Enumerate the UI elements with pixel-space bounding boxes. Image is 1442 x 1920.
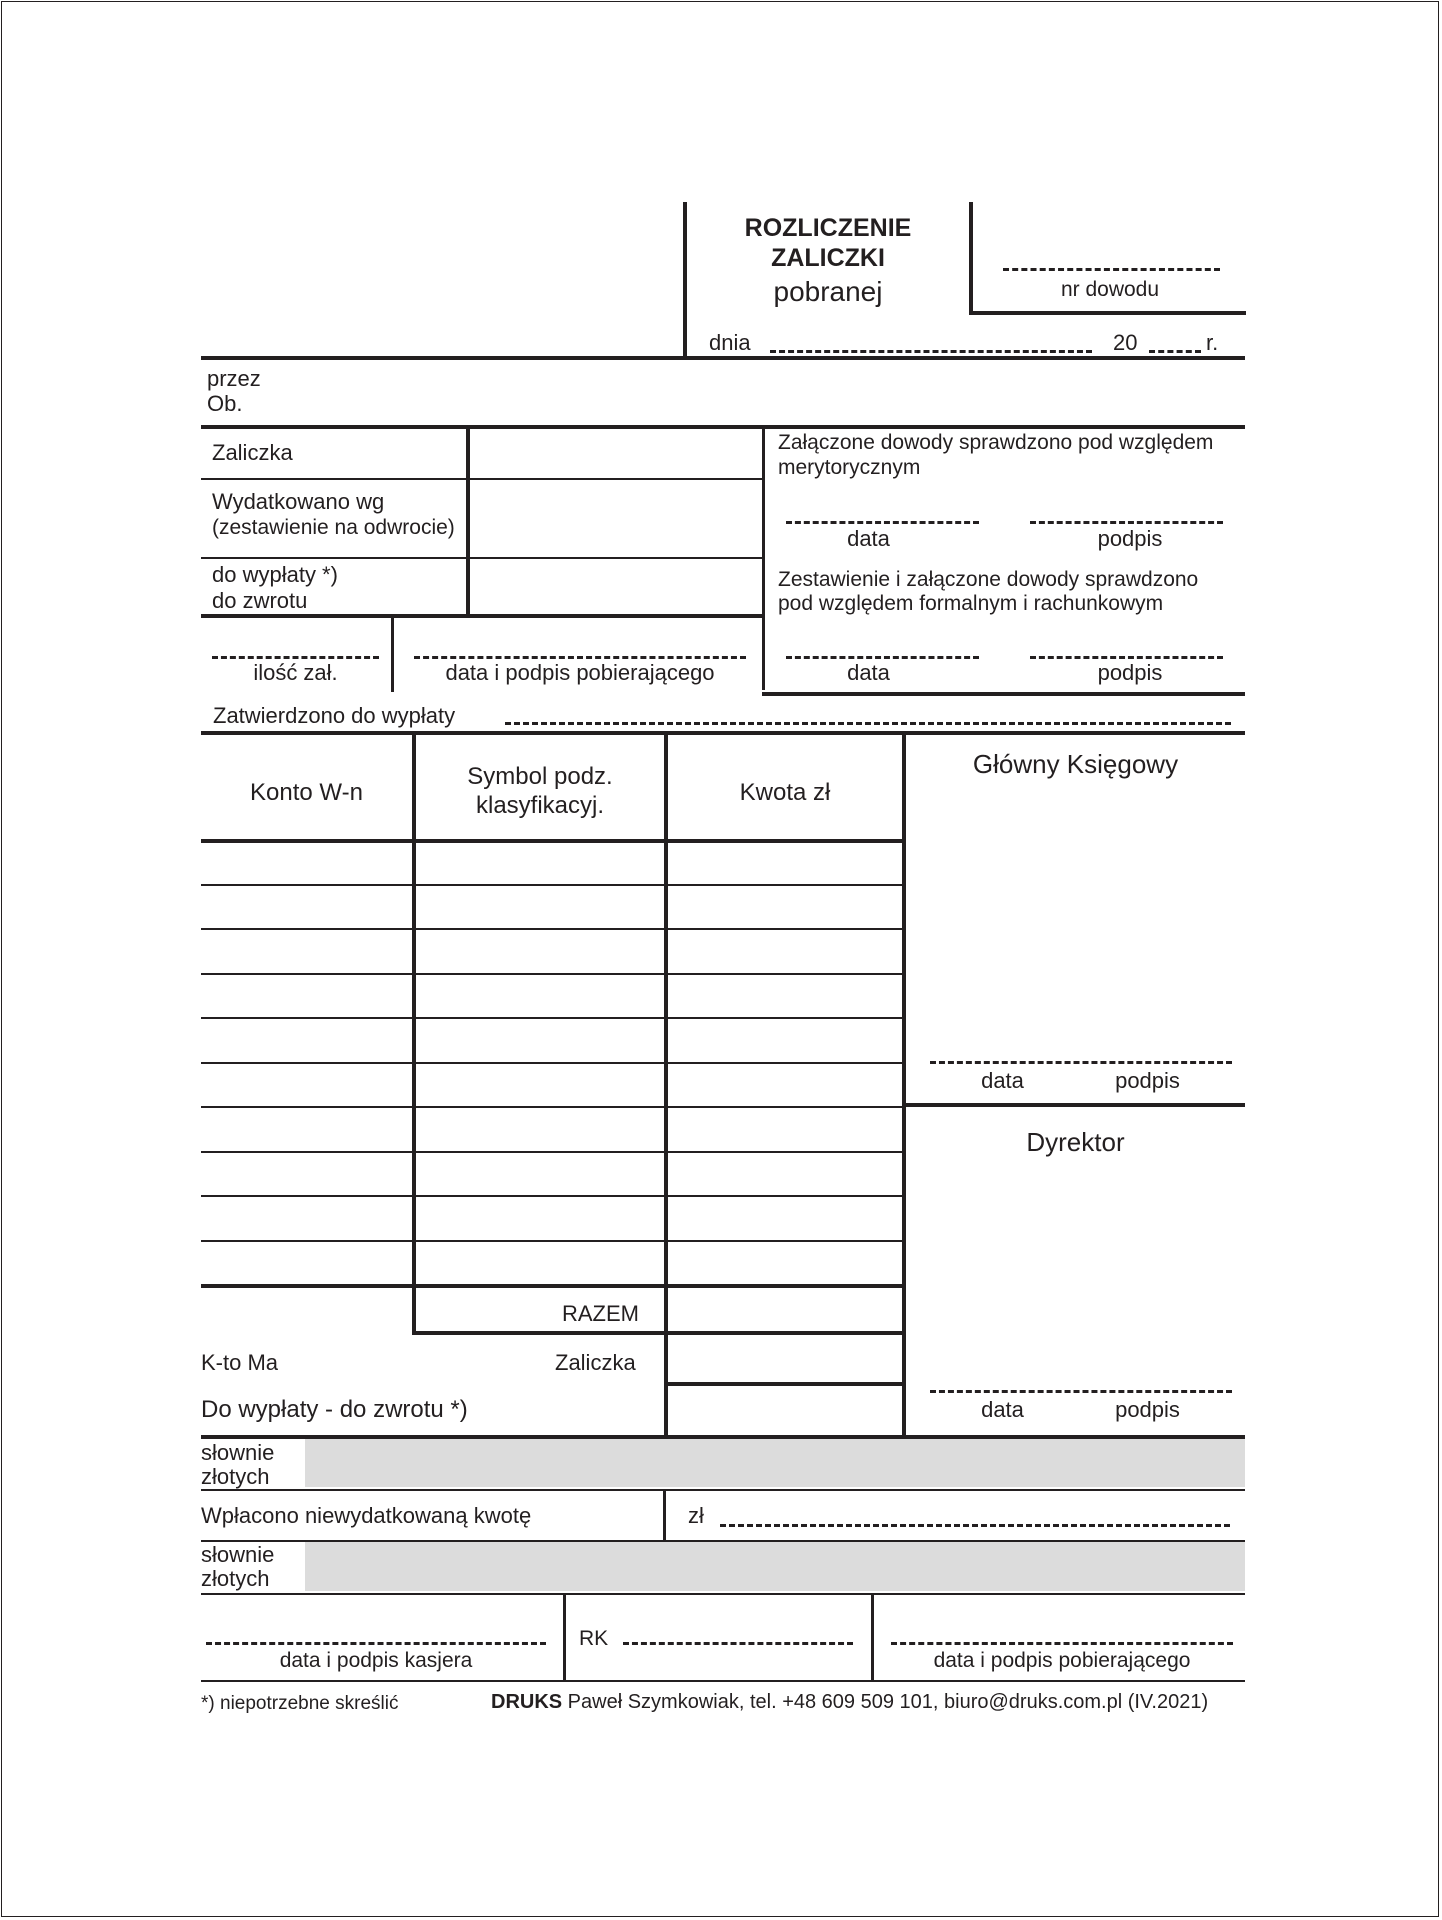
zl-label: zł	[688, 1503, 704, 1528]
wplacono-amount-field[interactable]	[720, 1524, 1230, 1527]
konto-wn-header: Konto W-n	[250, 779, 363, 806]
table-col1-divider	[412, 731, 416, 1334]
form-title-line2: ZALICZKI	[771, 244, 885, 272]
formal-podpis-label: podpis	[1097, 660, 1163, 685]
table-row-line	[201, 1106, 902, 1108]
ksiegowy-signature-field[interactable]	[930, 1061, 1232, 1064]
verification-bottom-rule	[762, 692, 1245, 696]
zatwierdzono-field[interactable]	[505, 722, 1231, 725]
footer-imprint	[491, 1691, 1208, 1713]
do-zwrotu-label: do zwrotu	[212, 588, 308, 613]
zestawienie-note: (zestawienie na odwrocie)	[212, 516, 455, 539]
ksiegowy-data-label: data	[981, 1068, 1024, 1093]
table-zaliczka-label: Zaliczka	[555, 1350, 636, 1375]
zlotych-label-2: złotych	[201, 1566, 270, 1591]
slownie-label-1: słownie	[201, 1440, 275, 1465]
table-row-line	[201, 1017, 902, 1019]
rk-left-divider	[563, 1595, 566, 1681]
wplacono-divider	[663, 1491, 666, 1540]
pobierajacy-bottom-signature-label: data i podpis pobierającego	[933, 1649, 1191, 1672]
dnia-label: dnia	[709, 330, 751, 355]
header-right-divider	[969, 202, 973, 314]
verification-divider	[762, 425, 765, 690]
rk-right-divider	[871, 1595, 874, 1681]
merit-data-field[interactable]	[786, 521, 979, 524]
table-row-line	[201, 1062, 902, 1064]
table-header-bottom	[201, 839, 904, 843]
razem-bottom-rule	[412, 1331, 904, 1335]
do-wyplaty-label: do wypłaty *)	[212, 562, 338, 587]
razem-label: RAZEM	[562, 1301, 639, 1326]
slownie-1-bottom-rule	[201, 1489, 1245, 1491]
ilosc-zal-label: ilość zał.	[253, 660, 338, 685]
section-top-rule	[201, 425, 1245, 429]
nr-dowodu-label: nr dowodu	[1060, 278, 1160, 301]
przez-label: przez	[207, 366, 261, 391]
ob-label: Ob.	[207, 391, 243, 416]
table-row-line	[201, 1195, 902, 1197]
approval-bottom-rule	[201, 731, 1245, 735]
nr-dowodu-field[interactable]	[1003, 268, 1220, 271]
header-bottom-rule	[201, 356, 1245, 360]
formal-data-label: data	[847, 660, 890, 685]
rk-field[interactable]	[623, 1642, 853, 1645]
ksiegowy-bottom-rule	[902, 1103, 1245, 1107]
kto-ma-label: K-to Ma	[201, 1350, 279, 1375]
year-field[interactable]	[1149, 350, 1201, 353]
table-row-line	[201, 1151, 902, 1153]
ilosc-zal-field[interactable]	[212, 656, 379, 659]
dyrektor-podpis-label: podpis	[1115, 1397, 1180, 1422]
nr-dowodu-underline	[969, 311, 1246, 315]
slownie-label-2: słownie	[201, 1542, 275, 1567]
ksiegowy-podpis-label: podpis	[1115, 1068, 1180, 1093]
zalaczone-text-line1: Załączone dowody sprawdzono pod względem	[778, 431, 1214, 454]
formal-podpis-field[interactable]	[1030, 656, 1223, 659]
footer-note: *) niepotrzebne skreślić	[201, 1693, 399, 1714]
symbol-header-line1: Symbol podz.	[467, 763, 613, 790]
table-row-line	[201, 884, 902, 886]
kasjer-signature-field[interactable]	[206, 1642, 546, 1645]
do-wyplaty-zwrotu-label: Do wypłaty - do zwrotu *)	[201, 1396, 468, 1423]
pobierajacy-signature-label: data i podpis pobierającego	[445, 660, 715, 685]
pobierajacy-signature-field[interactable]	[414, 656, 746, 659]
table-body-bottom	[201, 1284, 904, 1288]
ilosc-divider	[391, 617, 394, 692]
year-suffix: r.	[1206, 330, 1219, 355]
merit-data-label: data	[847, 526, 890, 551]
amount-column-divider	[466, 425, 470, 615]
zatwierdzono-label: Zatwierdzono do wypłaty	[213, 703, 456, 728]
kasjer-signature-label: data i podpis kasjera	[279, 1649, 473, 1672]
table-row-line	[201, 928, 902, 930]
zaliczka-label: Zaliczka	[212, 440, 293, 465]
zestawienie-text-line2: pod względem formalnym i rachunkowym	[778, 592, 1164, 615]
form-title-line3: pobranej	[773, 276, 883, 307]
merit-podpis-field[interactable]	[1030, 521, 1223, 524]
table-row-line	[201, 1240, 902, 1242]
table-row-line	[201, 973, 902, 975]
slownie-amount-field-2[interactable]	[305, 1542, 1245, 1591]
pobierajacy-bottom-signature-field[interactable]	[891, 1642, 1233, 1645]
glowny-ksiegowy-label: Główny Księgowy	[972, 749, 1179, 779]
year-prefix: 20	[1113, 330, 1138, 355]
header-left-divider	[683, 202, 687, 360]
merit-podpis-label: podpis	[1097, 526, 1163, 551]
zaliczka-row-rule	[201, 478, 762, 480]
form-title-line1: ROZLICZENIE	[744, 214, 912, 242]
wplacono-label: Wpłacono niewydatkowaną kwotę	[201, 1503, 532, 1528]
dyrektor-label: Dyrektor	[1026, 1127, 1125, 1157]
wydatkowano-row-rule	[201, 557, 762, 559]
zaliczka-row-bottom	[664, 1382, 904, 1386]
dyrektor-data-label: data	[981, 1397, 1024, 1422]
symbol-header-line2: klasyfikacyj.	[475, 792, 605, 819]
dyrektor-signature-field[interactable]	[930, 1390, 1232, 1393]
wydatkowano-label: Wydatkowano wg	[212, 489, 385, 514]
footer-info: Paweł Szymkowiak, tel. +48 609 509 101, biuro@druks.com.pl (IV.2021)	[562, 1691, 1209, 1713]
dnia-field[interactable]	[770, 350, 1092, 353]
formal-data-field[interactable]	[786, 656, 979, 659]
zestawienie-text-line1: Zestawienie i załączone dowody sprawdzono	[778, 568, 1199, 591]
zaliczka-block-bottom	[201, 614, 762, 618]
slownie-amount-field-1[interactable]	[305, 1439, 1245, 1487]
zalaczone-text-line2: merytorycznym	[778, 456, 921, 479]
rk-label: RK	[579, 1627, 609, 1650]
bottom-section-rule	[201, 1680, 1245, 1682]
slownie-2-bottom-rule	[201, 1593, 1245, 1595]
footer-brand: DRUKS	[491, 1691, 563, 1713]
kwota-header: Kwota zł	[739, 779, 831, 806]
zlotych-label-1: złotych	[201, 1464, 270, 1489]
